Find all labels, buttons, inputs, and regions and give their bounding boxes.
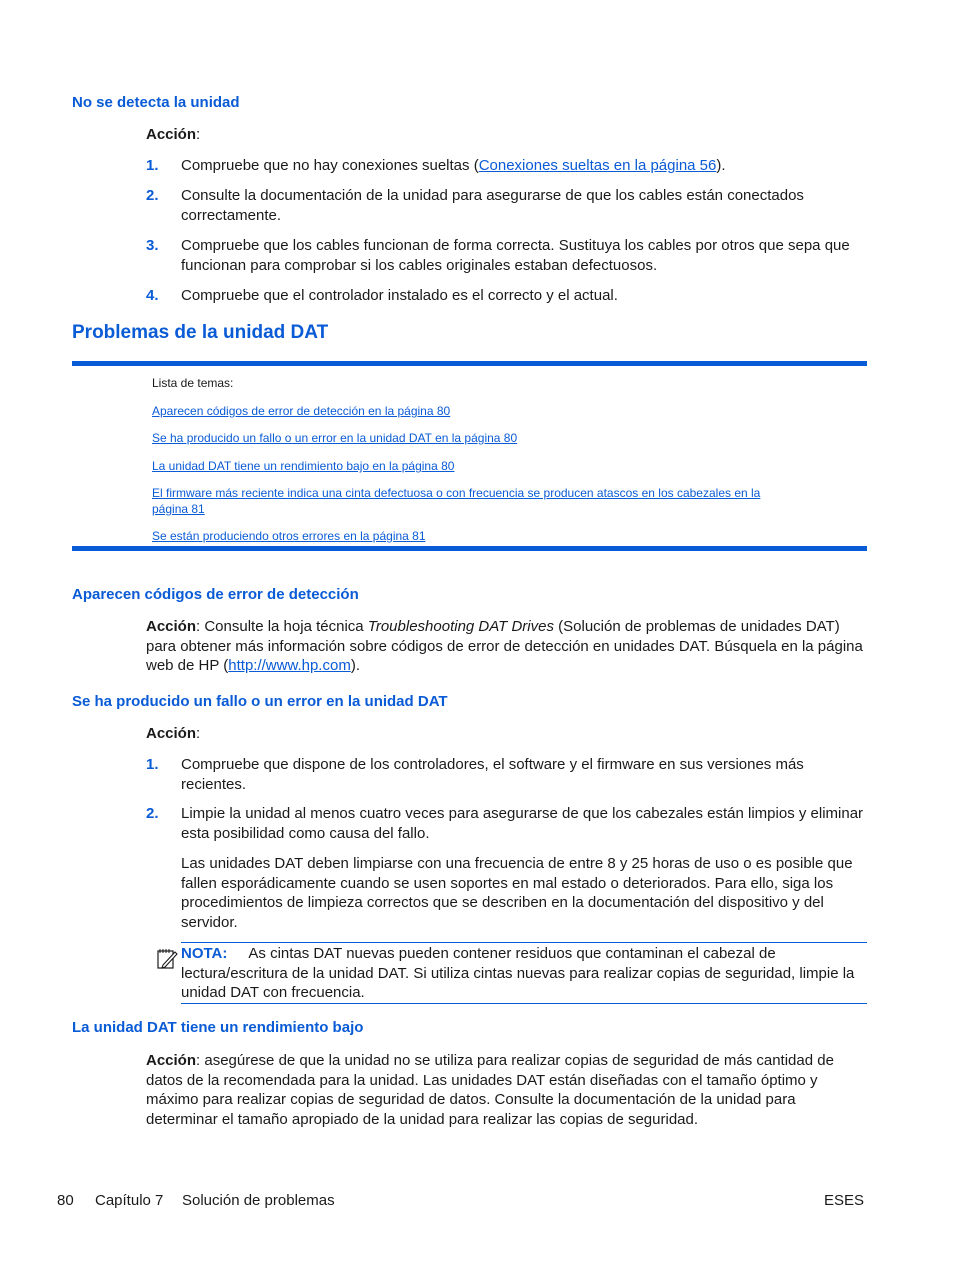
list-item: Compruebe que dispone de los controladores, el software y el firmware en sus versiones más recientes.	[181, 756, 804, 793]
section-heading-problemas-dat: Problemas de la unidad DAT	[72, 322, 329, 343]
list-number: 3.	[146, 237, 159, 254]
accion-label	[146, 724, 200, 744]
accion-label	[146, 125, 200, 145]
list-item: Limpie la unidad al menos cuatro veces para asegurarse de que los cabezales están limpios y eliminar esta posibilidad como causa del fallo.	[181, 805, 864, 842]
hp-website-link[interactable]: http://www.hp.com	[228, 657, 351, 674]
note-icon	[155, 946, 179, 970]
topic-link-rendimiento-bajo[interactable]: La unidad DAT tiene un rendimiento bajo en la página 80	[152, 459, 455, 473]
note-content	[181, 944, 867, 1003]
para-text: : Consulte la hoja técnica	[196, 618, 368, 635]
topic-list-box	[72, 361, 867, 551]
para-text: (Solución de problemas de unidades DAT) para obtener más información sobre códigos de error de detección en unidades DAT. Búsquela en la página web de HP (	[146, 618, 863, 674]
topic-list-label: Lista de temas:	[152, 376, 234, 390]
list-item: Compruebe que el controlador instalado es el correcto y el actual.	[181, 287, 618, 304]
accion-colon: :	[196, 126, 201, 143]
accion-colon: :	[196, 725, 201, 742]
topic-link-firmware[interactable]: El firmware más reciente indica una cinta defectuosa o con frecuencia se producen atascos en los cabezales en la página 81	[152, 486, 761, 516]
list-item: Consulte la documentación de la unidad para asegurarse de que los cables están conectados correctamente.	[181, 187, 804, 224]
list-number: 4.	[146, 287, 159, 304]
rendimiento-paragraph	[146, 1051, 868, 1129]
list-number: 1.	[146, 157, 159, 174]
para-text: : asegúrese de que la unidad no se utiliza para realizar copias de seguridad de más cantidad de datos de la recomendada para la unidad. Las unidades DAT están diseñadas con el tamaño óptimo y máximo para realizar copias de seguridad de datos. Consulte la documentación de la unidad para determinar el tamaño apropiado de la unidad para realizar las copias de seguridad.	[146, 1052, 834, 1128]
accion-bold: Acción	[146, 1052, 197, 1069]
chapter-title: Solución de problemas	[182, 1192, 335, 1209]
accion-bold: Acción	[146, 725, 197, 742]
doc-title-italic: Troubleshooting DAT Drives	[367, 618, 554, 635]
para-text: ).	[350, 657, 360, 674]
section-heading-fallo-error: Se ha producido un fallo o un error en la unidad DAT	[72, 693, 448, 710]
note-label: NOTA:	[181, 945, 228, 962]
topic-link-fallo-error[interactable]: Se ha producido un fallo o un error en la unidad DAT en la página 80	[152, 431, 518, 445]
section-heading-codigos-error: Aparecen códigos de error de detección	[72, 586, 359, 603]
page-number: 80	[57, 1192, 74, 1209]
topic-link-otros-errores[interactable]: Se están produciendo otros errores en la página 81	[152, 529, 426, 543]
note-text: As cintas DAT nuevas pueden contener residuos que contaminan el cabezal de lectura/escritura de la unidad DAT. Si utiliza cintas nuevas para realizar copias de seguridad, limpie la unidad DAT con frecuencia.	[181, 945, 855, 1001]
accion-bold: Acción	[146, 126, 197, 143]
section-heading-no-detecta: No se detecta la unidad	[72, 94, 240, 111]
language-code: ESES	[824, 1192, 865, 1209]
list-item: Compruebe que los cables funcionan de forma correcta. Sustituya los cables por otros que sepa que funcionan para comprobar si los cables originales estaban defectuosos.	[181, 237, 850, 274]
list-number: 2.	[146, 187, 159, 204]
list-item	[181, 156, 871, 176]
note-box	[181, 942, 867, 1004]
codigos-error-paragraph	[146, 617, 871, 676]
conexiones-sueltas-link[interactable]: Conexiones sueltas en la página 56	[478, 157, 717, 174]
item-text-pre: Compruebe que no hay conexiones sueltas (	[181, 157, 479, 174]
list-number: 2.	[146, 805, 159, 822]
section-heading-rendimiento-bajo: La unidad DAT tiene un rendimiento bajo	[72, 1019, 364, 1036]
cleaning-paragraph: Las unidades DAT deben limpiarse con una frecuencia de entre 8 y 25 horas de uso o es posible que fallen esporádicamente cuando se usen soportes en mal estado o deteriorados. Para ello, siga los procedimientos de limpieza correctos que se describen en la documentación del dispositivo y del servidor.	[181, 855, 853, 931]
topic-link-codigos-error[interactable]: Aparecen códigos de error de detección en la página 80	[152, 404, 451, 418]
accion-bold: Acción	[146, 618, 197, 635]
chapter-label: Capítulo 7	[95, 1192, 164, 1209]
item-text-post: ).	[716, 157, 726, 174]
list-number: 1.	[146, 756, 159, 773]
